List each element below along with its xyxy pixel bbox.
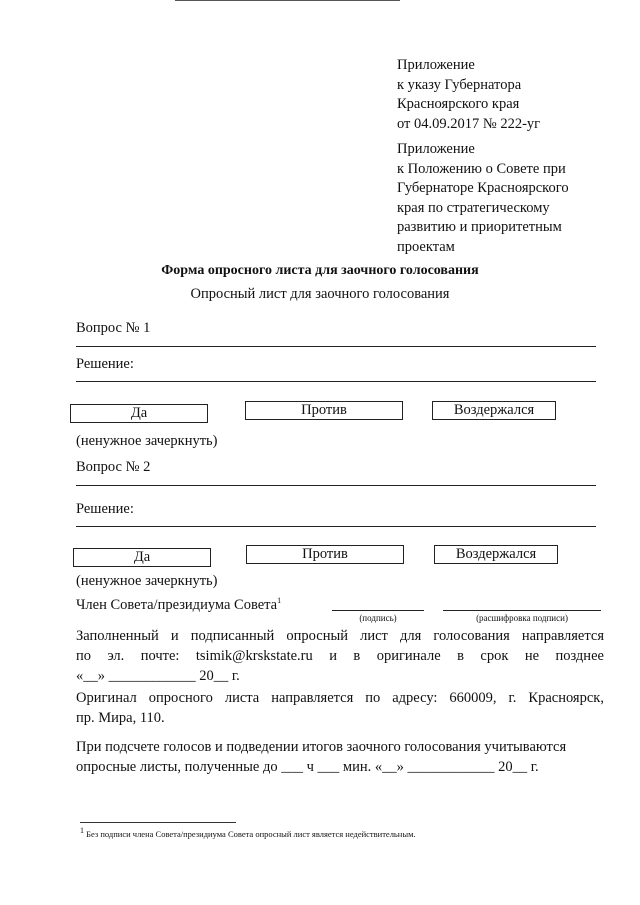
question-1-label: Вопрос № 1 bbox=[76, 320, 151, 336]
decision-2-label: Решение: bbox=[76, 501, 134, 517]
footnote-reference: 1 bbox=[277, 596, 282, 605]
instruction-word: опросного bbox=[148, 690, 213, 706]
instruction-word: не bbox=[524, 648, 540, 664]
instruction-paragraph-2 bbox=[76, 688, 604, 728]
instruction-word: позднее bbox=[555, 648, 604, 664]
email-address: tsimik@krskstate.ru bbox=[195, 648, 313, 664]
instruction-word: оригинале bbox=[376, 648, 441, 664]
question-1-answer-line[interactable] bbox=[76, 346, 596, 347]
instruction-word: в bbox=[353, 648, 361, 664]
instruction-paragraph-1 bbox=[76, 626, 604, 686]
form-subtitle: Опросный лист для заочного голосования bbox=[190, 286, 450, 302]
signature-caption: (подпись) bbox=[359, 613, 397, 623]
instruction-word: г. bbox=[508, 690, 517, 706]
appendix-block-2 bbox=[397, 140, 569, 257]
decision-1-answer-line[interactable] bbox=[76, 381, 596, 382]
question-2-answer-line[interactable] bbox=[76, 485, 596, 486]
footnote-mark: 1 bbox=[80, 826, 84, 835]
instruction-word: по bbox=[76, 648, 92, 664]
instruction-word: адресу: bbox=[392, 690, 438, 706]
instruction-1-line-2 bbox=[76, 646, 604, 666]
form-title: Форма опросного листа для заочного голосования bbox=[161, 263, 479, 278]
appendix-2-line: края по стратегическому bbox=[397, 199, 550, 216]
decision-2-answer-line[interactable] bbox=[76, 526, 596, 527]
member-label-text: Член Совета/президиума Совета bbox=[76, 596, 278, 613]
strike-note-2: (ненужное зачеркнуть) bbox=[76, 573, 218, 589]
instruction-3-line-1: При подсчете голосов и подведении итогов заочного голосования учитываются bbox=[76, 739, 567, 755]
footnote-text: Без подписи члена Совета/президиума Совета опросный лист является недействительным. bbox=[86, 828, 416, 839]
instruction-word: в bbox=[457, 648, 464, 664]
footnote bbox=[80, 826, 416, 839]
signature-line[interactable] bbox=[332, 610, 424, 611]
instruction-1-date-line: «__» ____________ 20__ г. bbox=[76, 668, 240, 684]
instruction-paragraph-3 bbox=[76, 737, 604, 777]
instruction-word: эл. bbox=[107, 648, 125, 664]
appendix-2-line: к Положению о Совете при bbox=[397, 160, 566, 177]
postal-code: 660009, bbox=[449, 690, 497, 706]
instruction-1-line-1-text: Заполненный и подписанный опросный лист для голосования направляется bbox=[76, 628, 604, 644]
vote-abstain-option-2[interactable]: Воздержался bbox=[434, 545, 558, 564]
strike-note-1: (ненужное зачеркнуть) bbox=[76, 433, 218, 449]
street-address: пр. Мира, 110. bbox=[76, 710, 165, 726]
appendix-1-line: Приложение bbox=[397, 57, 475, 73]
decision-1-label: Решение: bbox=[76, 356, 134, 372]
instruction-1-line-1 bbox=[76, 626, 604, 646]
member-label bbox=[76, 596, 281, 614]
vote-yes-option-2[interactable]: Да bbox=[73, 548, 211, 567]
vote-against-option-1[interactable]: Против bbox=[245, 401, 403, 420]
appendix-2-line: проектам bbox=[397, 238, 455, 255]
instruction-word: срок bbox=[480, 648, 509, 664]
name-line[interactable] bbox=[443, 610, 601, 611]
appendix-2-line: Приложение bbox=[397, 141, 475, 157]
instruction-word: и bbox=[329, 648, 337, 664]
appendix-block-1 bbox=[397, 56, 540, 134]
vote-abstain-option-1[interactable]: Воздержался bbox=[432, 401, 556, 420]
appendix-1-line: от 04.09.2017 № 222-уг bbox=[397, 115, 541, 132]
top-border-line bbox=[175, 0, 400, 1]
instruction-word: почте: bbox=[140, 648, 180, 664]
instruction-word: по bbox=[365, 690, 381, 706]
vote-yes-option-1[interactable]: Да bbox=[70, 404, 208, 423]
city-name: Красноярск, bbox=[528, 690, 604, 706]
footnote-separator bbox=[80, 822, 236, 823]
instruction-2-line-1 bbox=[76, 688, 604, 708]
instruction-word: листа bbox=[224, 690, 260, 706]
instruction-word: Оригинал bbox=[76, 690, 137, 706]
appendix-1-line: Красноярского края bbox=[397, 96, 520, 112]
instruction-3-line-2: опросные листы, полученные до ___ ч ___ мин. «__» ____________ 20__ г. bbox=[76, 759, 539, 775]
vote-against-option-2[interactable]: Против bbox=[246, 545, 404, 564]
instruction-word: направляется bbox=[271, 690, 354, 706]
appendix-1-line: к указу Губернатора bbox=[397, 76, 522, 93]
appendix-2-line: Губернаторе Красноярского bbox=[397, 180, 569, 196]
name-caption: (расшифровка подписи) bbox=[476, 613, 568, 623]
appendix-2-line: развитию и приоритетным bbox=[397, 219, 562, 235]
question-2-label: Вопрос № 2 bbox=[76, 459, 151, 475]
